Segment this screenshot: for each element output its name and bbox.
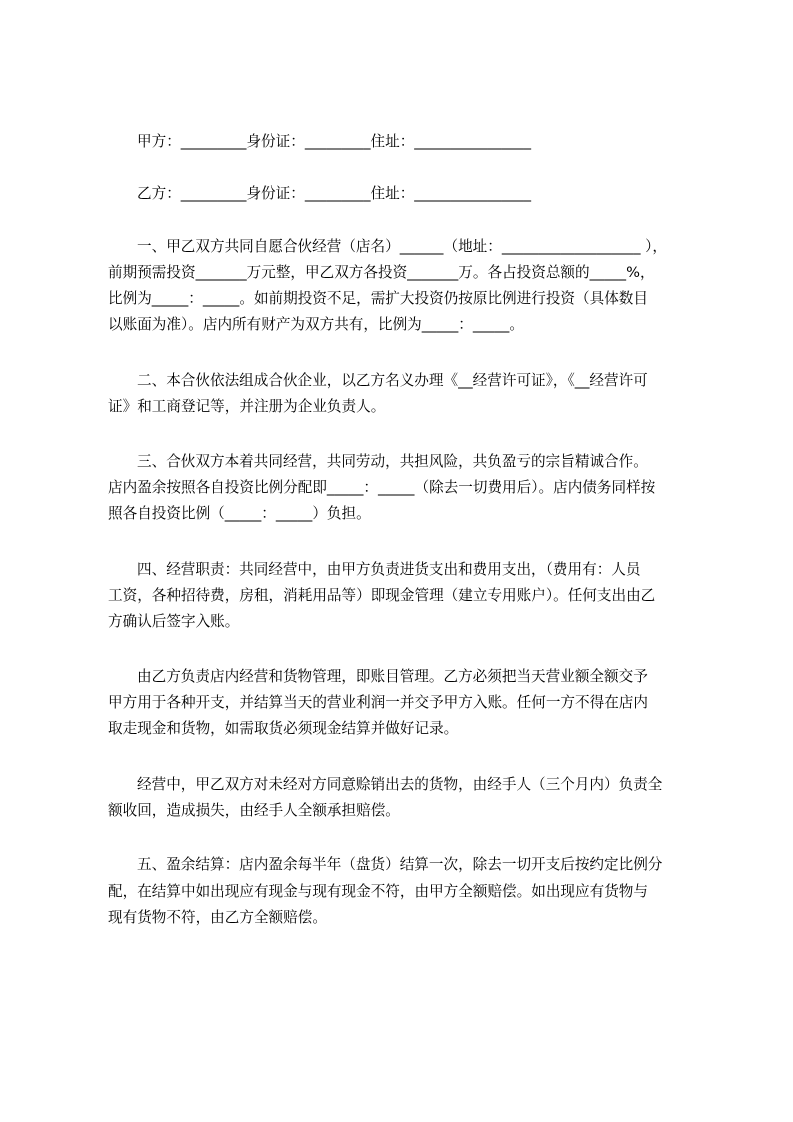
clause-line: 经营中，甲乙双方对未经对方同意赊销出去的货物，由经手人（三个月内）负责全 <box>137 776 663 793</box>
party-a-line: 甲方：_________身份证：_________住址：________________ <box>137 133 532 150</box>
clause-line: 额收回，造成损失，由经手人全额承担赔偿。 <box>108 802 400 819</box>
clause-line: 店内盈余按照各自投资比例分配即_____：_____（除去一切费用后）。店内债务同样按 <box>108 479 656 496</box>
clause-line: 三、合伙双方本着共同经营，共同劳动，共担风险，共负盈亏的宗旨精诚合作。 <box>137 453 648 470</box>
clause-line: 比例为_____：_____。如前期投资不足，需扩大投资仍按原比例进行投资（具体数目 <box>108 290 648 307</box>
clause-line: 以账面为准）。店内所有财产为双方共有，比例为_____：_____。 <box>108 316 524 333</box>
clause-line: 配，在结算中如出现应有现金与现有现金不符，由甲方全额赔偿。如出现应有货物与 <box>108 883 648 900</box>
clause-line: 五、盈余结算：店内盈余每半年（盘货）结算一次，除去一切开支后按约定比例分 <box>137 856 663 873</box>
clause-line: 照各自投资比例（_____：_____）负担。 <box>108 505 371 522</box>
clause-line: 工资，各种招待费，房租，消耗用品等）即现金管理（建立专用账户）。任何支出由乙 <box>108 587 656 604</box>
clause-line: 方确认后签字入账。 <box>108 613 240 630</box>
clause-line: 由乙方负责店内经营和货物管理，即账目管理。乙方必须把当天营业额全额交予 <box>137 668 648 685</box>
clause-line: 前期预需投资_______万元整，甲乙双方各投资_______万。各占投资总额的_____%， <box>108 264 655 281</box>
clause-line: 二、本合伙依法组成合伙企业，以乙方名义办理《__经营许可证》，《__经营许可 <box>137 372 648 389</box>
clause-line: 取走现金和货物，如需取货必须现金结算并做好记录。 <box>108 720 459 737</box>
clause-line: 一、甲乙双方共同自愿合伙经营（店名）______（地址：___________________ ）， <box>137 238 668 255</box>
clause-line: 甲方用于各种开支，并结算当天的营业利润一并交予甲方入账。任何一方不得在店内 <box>108 694 648 711</box>
clause-line: 四、经营职责：共同经营中，由甲方负责进货支出和费用支出，（费用有：人员 <box>137 561 641 578</box>
clause-line: 现有货物不符，由乙方全额赔偿。 <box>108 909 327 926</box>
clause-line: 证》和工商登记等，并注册为企业负责人。 <box>108 398 386 415</box>
party-b-line: 乙方：_________身份证：_________住址：________________ <box>137 185 532 202</box>
